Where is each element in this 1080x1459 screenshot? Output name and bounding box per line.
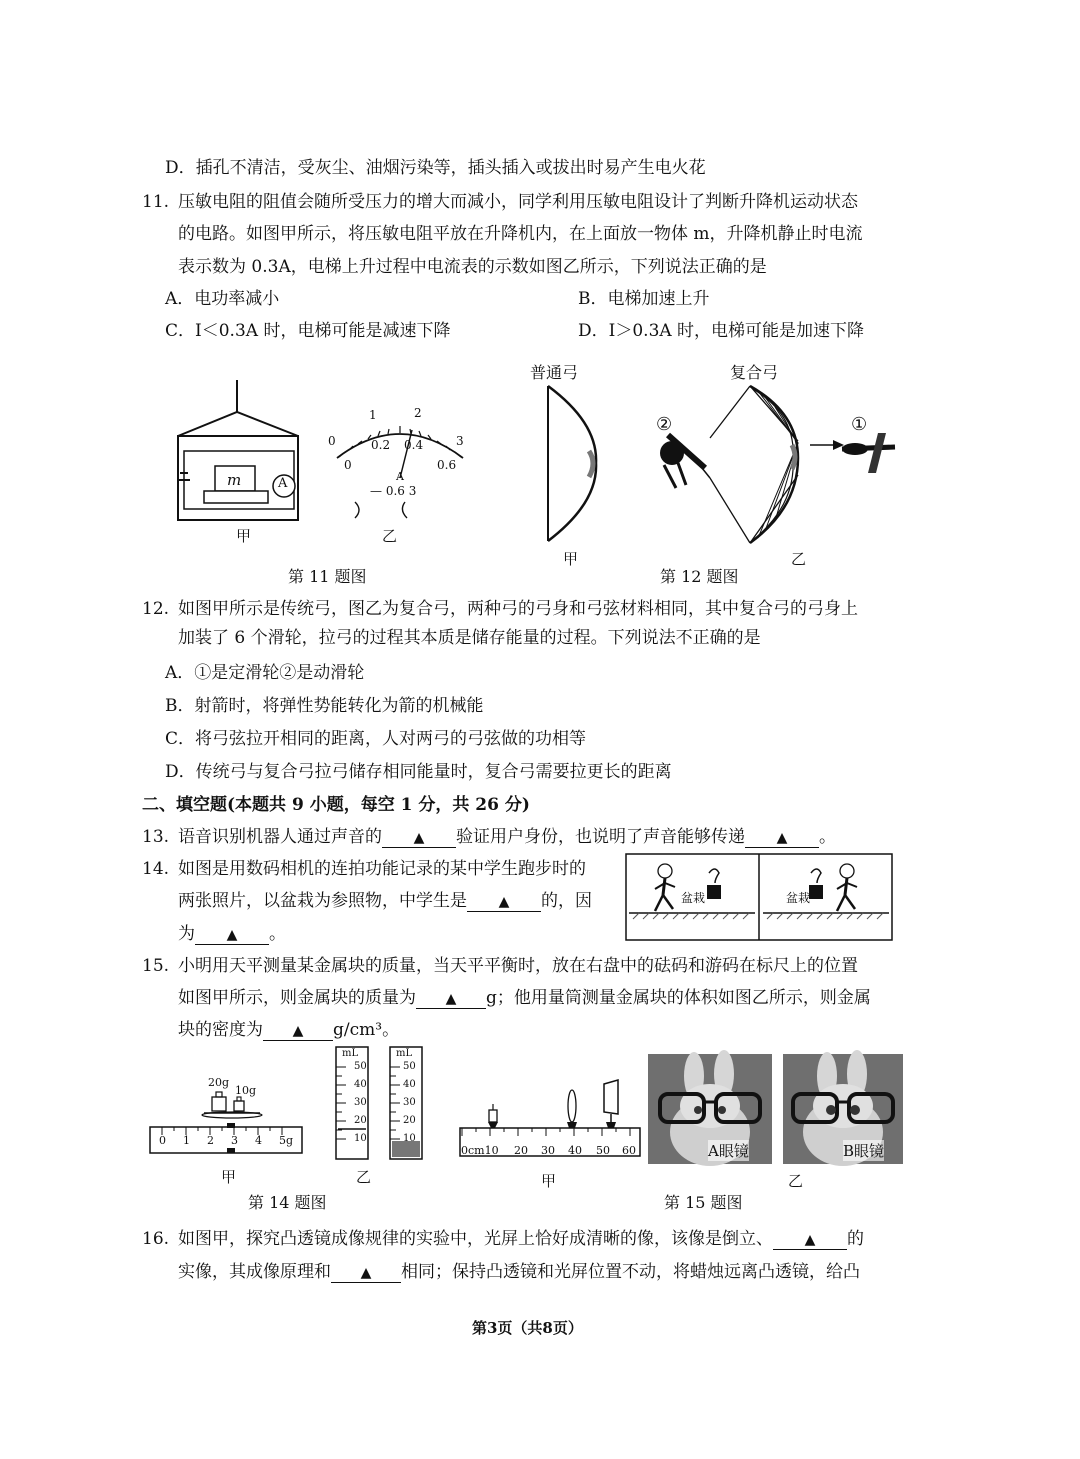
fig11-label-yi: 乙 [382, 527, 398, 545]
q14-bonsai-label-2: 盆栽 [786, 891, 811, 905]
fig12-label-yi: 乙 [791, 550, 807, 568]
fig14-cyl2-tick-40: 40 [403, 1079, 416, 1090]
fig14-scale-tick-3: 3 [231, 1134, 238, 1147]
q13-number: 13. [142, 827, 170, 847]
fig14-weight-10g: 10g [235, 1084, 257, 1097]
q16-blank-2[interactable]: ▲ [331, 1264, 401, 1283]
fig11-dial-bottom-0.6: 0.6 [437, 458, 457, 472]
page-footer: 第3页（共8页） [472, 1319, 583, 1337]
fig12-marker-2: ② [656, 414, 673, 435]
q15-blank-2[interactable]: ▲ [263, 1022, 333, 1041]
q15-line3-part1: 块的密度为 [178, 1020, 263, 1040]
fig14-scale-tick-4: 4 [255, 1134, 262, 1147]
q14-line3 [178, 923, 286, 945]
fig14-cyl1-tick-30: 30 [354, 1097, 367, 1108]
fig11-dial-bottom-0: 0 [344, 458, 352, 472]
q15-blank-1[interactable]: ▲ [416, 990, 486, 1009]
fig12-label-compound-bow: 复合弓 [730, 363, 779, 382]
q16-line2-part2: 相同；保持凸透镜和光屏位置不动，将蜡烛远离凸透镜，给凸 [401, 1262, 860, 1282]
q14-line3-part1: 为 [178, 924, 195, 944]
fig14-scale-tick-5: 5g [279, 1134, 294, 1147]
q14-blank-1[interactable]: ▲ [467, 893, 541, 912]
q16-line1-part2: 的 [847, 1229, 864, 1249]
q15-line3 [178, 1019, 399, 1041]
fig15-bench-tick-60: 60 [622, 1144, 636, 1157]
fig14-cyl1-tick-20: 20 [354, 1115, 367, 1126]
q15-line1: 小明用天平测量某金属块的质量，当天平平衡时，放在右盘中的砝码和游码在标尺上的位置 [178, 956, 858, 976]
q14-running-photos [625, 853, 893, 941]
section-2-heading: 二、填空题(本题共 9 小题，每空 1 分，共 26 分) [142, 795, 530, 815]
fig15-bench-tick-40: 40 [568, 1144, 582, 1157]
fig11-label-jia: 甲 [236, 527, 252, 545]
q12-number: 12. [142, 599, 170, 619]
q14-line2-part2: 的，因 [541, 891, 592, 911]
fig14-label-jia: 甲 [221, 1168, 237, 1186]
fig11-mass-label: m [227, 471, 242, 489]
q12-option-c: C．将弓弦拉开相同的距离，人对两弓的弓弦做的功相等 [165, 729, 587, 749]
fig11-dial-top-0: 0 [328, 434, 336, 448]
q14-line3-part2: 。 [269, 924, 286, 944]
q11-line2: 的电路。如图甲所示，将压敏电阻平放在升降机内，在上面放一物体 m，升降机静止时电流 [178, 224, 863, 244]
q15-line2-part1: 如图甲所示，则金属块的质量为 [178, 988, 416, 1008]
q15-number: 15. [142, 956, 170, 976]
q14-blank-2[interactable]: ▲ [195, 926, 269, 945]
fig15-bench-tick-30: 30 [541, 1144, 555, 1157]
fig14-scale-tick-0: 0 [159, 1134, 166, 1147]
fig11-dial-bottom-0.2: 0.2 [371, 438, 391, 452]
fig14-cyl2-unit: mL [396, 1048, 413, 1059]
fig14-cyl1-tick-10: 10 [354, 1133, 367, 1144]
q15-line2-part2: g；他用量筒测量金属块的体积如图乙所示，则金属 [486, 988, 871, 1008]
fig12-caption: 第 12 题图 [660, 567, 739, 586]
fig11-circuit-diagram [170, 378, 310, 523]
fig11-dial-top-2: 2 [414, 406, 422, 420]
fig12-compound-bow [650, 383, 900, 553]
fig15-label-jia: 甲 [541, 1172, 557, 1190]
q13-blank-1[interactable]: ▲ [382, 829, 456, 848]
q14-number: 14. [142, 859, 170, 879]
q11-line1: 压敏电阻的阻值会随所受压力的增大而减小，同学利用压敏电阻设计了判断升降机运动状态 [178, 192, 858, 212]
q15-line2 [178, 987, 871, 1009]
q16-line1-part1: 如图甲，探究凸透镜成像规律的实验中，光屏上恰好成清晰的像，该像是倒立、 [178, 1229, 773, 1249]
q12-option-d: D．传统弓与复合弓拉弓储存相同能量时，复合弓需要拉更长的距离 [165, 762, 672, 782]
fig12-label-normal-bow: 普通弓 [530, 363, 579, 382]
q10-option-d: D．插孔不清洁，受灰尘、油烟污染等，插头插入或拔出时易产生电火花 [165, 158, 706, 178]
q12-option-a: A．①是定滑轮②是动滑轮 [165, 663, 365, 683]
fig11-ammeter-symbol: A [278, 476, 288, 491]
q16-line1 [178, 1228, 864, 1250]
fig14-cyl2-tick-10: 10 [403, 1133, 416, 1144]
q11-option-d: D．I＞0.3A 时，电梯可能是加速下降 [578, 321, 865, 341]
fig14-cyl2-tick-20: 20 [403, 1115, 416, 1126]
q11-option-a: A．电功率减小 [165, 289, 280, 309]
q11-line3: 表示数为 0.3A，电梯上升过程中电流表的示数如图乙所示，下列说法正确的是 [178, 257, 767, 277]
q15-line3-part2: g/cm³。 [333, 1020, 400, 1040]
fig14-scale-tick-1: 1 [183, 1134, 190, 1147]
fig14-weight-20g: 20g [208, 1076, 230, 1089]
fig15-bench-tick-0: 0cm10 [461, 1144, 499, 1157]
fig14-scale-tick-2: 2 [207, 1134, 214, 1147]
q16-line2 [178, 1261, 860, 1283]
fig11-dial-top-3: 3 [456, 434, 464, 448]
q12-line1: 如图甲所示是传统弓，图乙为复合弓，两种弓的弓身和弓弦材料相同，其中复合弓的弓身上 [178, 599, 858, 619]
q16-line2-part1: 实像，其成像原理和 [178, 1262, 331, 1282]
fig12-marker-1: ① [851, 414, 868, 435]
q11-option-c: C．I＜0.3A 时，电梯可能是减速下降 [165, 321, 451, 341]
q14-line2 [178, 890, 592, 912]
fig14-caption: 第 14 题图 [248, 1193, 327, 1212]
fig14-cyl2-tick-30: 30 [403, 1097, 416, 1108]
q11-number: 11. [142, 192, 170, 212]
fig14-label-yi: 乙 [356, 1168, 372, 1186]
q13-part3: 。 [819, 827, 836, 847]
fig14-cyl2-tick-50: 50 [403, 1061, 416, 1072]
q16-blank-1[interactable]: ▲ [773, 1231, 847, 1250]
fig11-dial-unit: A [396, 470, 404, 483]
q13-blank-2[interactable]: ▲ [745, 829, 819, 848]
q13-part1: 语音识别机器人通过声音的 [178, 827, 382, 847]
fig12-normal-bow [540, 383, 610, 545]
fig12-label-jia: 甲 [563, 550, 579, 568]
fig11-dial-top-1: 1 [369, 408, 377, 422]
fig15-bench-tick-50: 50 [596, 1144, 610, 1157]
fig14-cyl1-tick-40: 40 [354, 1079, 367, 1090]
q16-number: 16. [142, 1229, 170, 1249]
fig11-caption: 第 11 题图 [288, 567, 367, 586]
q14-line1: 如图是用数码相机的连拍功能记录的某中学生跑步时的 [178, 859, 586, 879]
q12-option-b: B．射箭时，将弹性势能转化为箭的机械能 [165, 696, 484, 716]
q13-part2: 验证用户身份，也说明了声音能够传递 [456, 827, 745, 847]
fig14-cyl1-tick-50: 50 [354, 1061, 367, 1072]
fig15-caption: 第 15 题图 [664, 1193, 743, 1212]
fig15-label-glasses-a: A眼镜 [708, 1142, 749, 1160]
q13-text [178, 826, 836, 848]
fig15-label-glasses-b: B眼镜 [843, 1142, 885, 1160]
fig14-cyl1-unit: mL [342, 1048, 359, 1059]
fig15-label-yi: 乙 [788, 1172, 804, 1190]
q11-option-b: B．电梯加速上升 [578, 289, 710, 309]
fig11-dial-terminals: — 0.6 3 [370, 484, 417, 498]
fig11-dial-bottom-0.4: 0.4 [404, 438, 424, 452]
fig15-bench-tick-20: 20 [514, 1144, 528, 1157]
q12-line2: 加装了 6 个滑轮，拉弓的过程其本质是储存能量的过程。下列说法不正确的是 [178, 628, 761, 648]
q14-bonsai-label-1: 盆栽 [681, 891, 706, 905]
q14-line2-part1: 两张照片，以盆栽为参照物，中学生是 [178, 891, 467, 911]
